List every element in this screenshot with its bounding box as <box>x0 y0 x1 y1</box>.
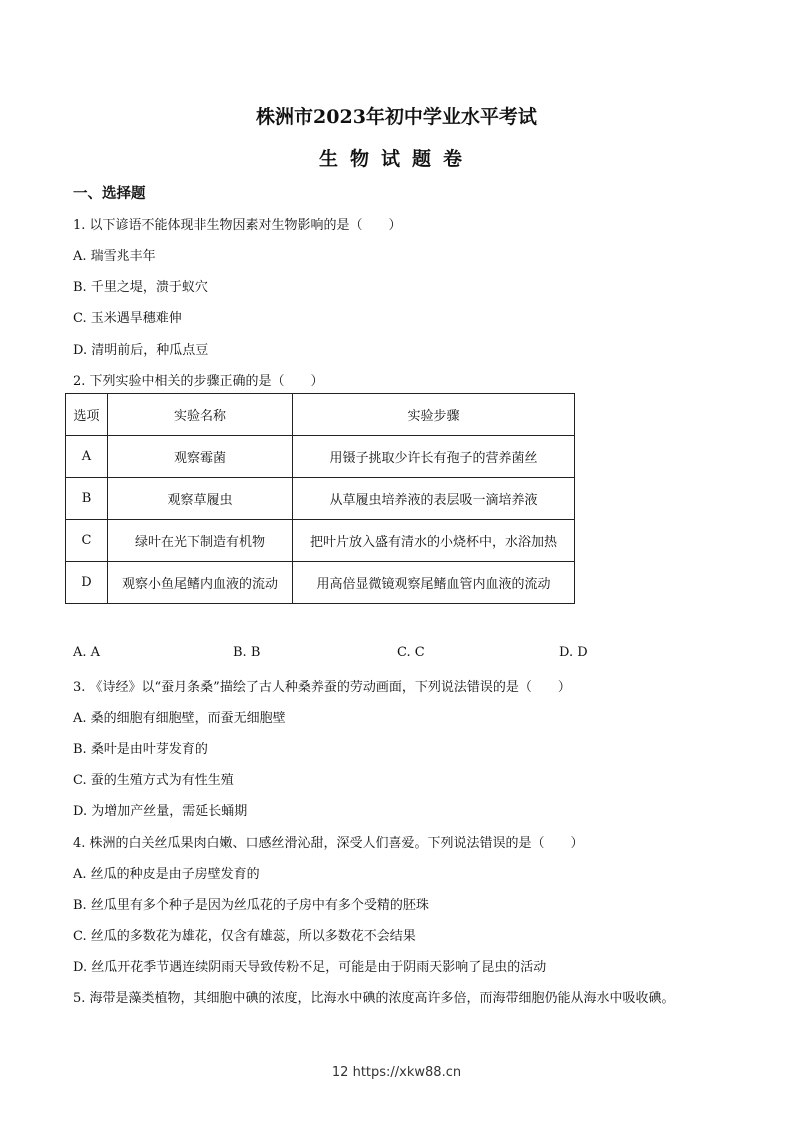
table-cell: 观察霉菌 <box>108 436 293 478</box>
exam-subtitle: 生物试题卷 <box>318 148 474 170</box>
q2-answer-b: B. B <box>233 645 261 660</box>
q3-option-c: C. 蚕的生殖方式为有性生殖 <box>73 773 234 788</box>
section-heading: 一、选择题 <box>73 186 146 202</box>
table-cell: A <box>66 436 108 478</box>
q1-option-b: B. 千里之堤，溃于蚁穴 <box>73 280 208 295</box>
question-3: 3. 《诗经》以“蚕月条桑”描绘了古人种桑养蚕的劳动画面，下列说法错误的是（ ） <box>73 680 571 695</box>
question-4: 4. 株洲的白关丝瓜果肉白嫩、口感丝滑沁甜，深受人们喜爱。下列说法错误的是（ ） <box>73 836 584 851</box>
q1-option-a: A. 瑞雪兆丰年 <box>73 249 156 264</box>
table-row <box>66 436 575 478</box>
table-header-cell: 选项 <box>66 394 108 436</box>
table-cell: 观察草履虫 <box>108 478 293 520</box>
q1-option-d: D. 清明前后，种瓜点豆 <box>73 343 209 358</box>
table-header-cell: 实验步骤 <box>293 394 575 436</box>
question-5: 5. 海带是藻类植物，其细胞中碘的浓度，比海水中碘的浓度高许多倍，而海带细胞仍能从海水中吸收碘。 <box>73 991 675 1006</box>
question-2: 2. 下列实验中相关的步骤正确的是（ ） <box>73 374 324 389</box>
q1-option-c: C. 玉米遇旱穗难伸 <box>73 311 182 326</box>
q4-option-a: A. 丝瓜的种皮是由子房壁发育的 <box>73 867 260 882</box>
table-cell: 用高倍显微镜观察尾鳍血管内血液的流动 <box>293 562 575 604</box>
q2-answer-a: A. A <box>73 645 101 660</box>
table-cell: 用镊子挑取少许长有孢子的营养菌丝 <box>293 436 575 478</box>
q3-option-a: A. 桑的细胞有细胞壁，而蚕无细胞壁 <box>73 711 286 726</box>
table-cell: C <box>66 520 108 562</box>
q3-option-d: D. 为增加产丝量，需延长蛹期 <box>73 804 248 819</box>
q4-option-c: C. 丝瓜的多数花为雄花，仅含有雄蕊，所以多数花不会结果 <box>73 929 416 944</box>
experiment-table <box>65 393 575 604</box>
table-cell: 把叶片放入盛有清水的小烧杯中，水浴加热 <box>293 520 575 562</box>
table-cell: B <box>66 478 108 520</box>
q2-answer-c: C. C <box>397 645 425 660</box>
exam-title: 株洲市2023年初中学业水平考试 <box>256 106 537 128</box>
table-cell: 从草履虫培养液的表层吸一滴培养液 <box>293 478 575 520</box>
page-footer[interactable]: 12 https://xkw88.cn <box>331 1065 462 1080</box>
table-row <box>66 520 575 562</box>
table-row <box>66 478 575 520</box>
q4-option-b: B. 丝瓜里有多个种子是因为丝瓜花的子房中有多个受精的胚珠 <box>73 898 429 913</box>
table-header-cell: 实验名称 <box>108 394 293 436</box>
question-1: 1. 以下谚语不能体现非生物因素对生物影响的是（ ） <box>73 218 402 233</box>
table-cell: 观察小鱼尾鳍内血液的流动 <box>108 562 293 604</box>
q4-option-d: D. 丝瓜开花季节遇连续阴雨天导致传粉不足，可能是由于阴雨天影响了昆虫的活动 <box>73 960 547 975</box>
q2-answer-d: D. D <box>559 645 588 660</box>
table-cell: D <box>66 562 108 604</box>
q3-option-b: B. 桑叶是由叶芽发育的 <box>73 742 208 757</box>
table-header-row <box>66 394 575 436</box>
table-row <box>66 562 575 604</box>
table-cell: 绿叶在光下制造有机物 <box>108 520 293 562</box>
